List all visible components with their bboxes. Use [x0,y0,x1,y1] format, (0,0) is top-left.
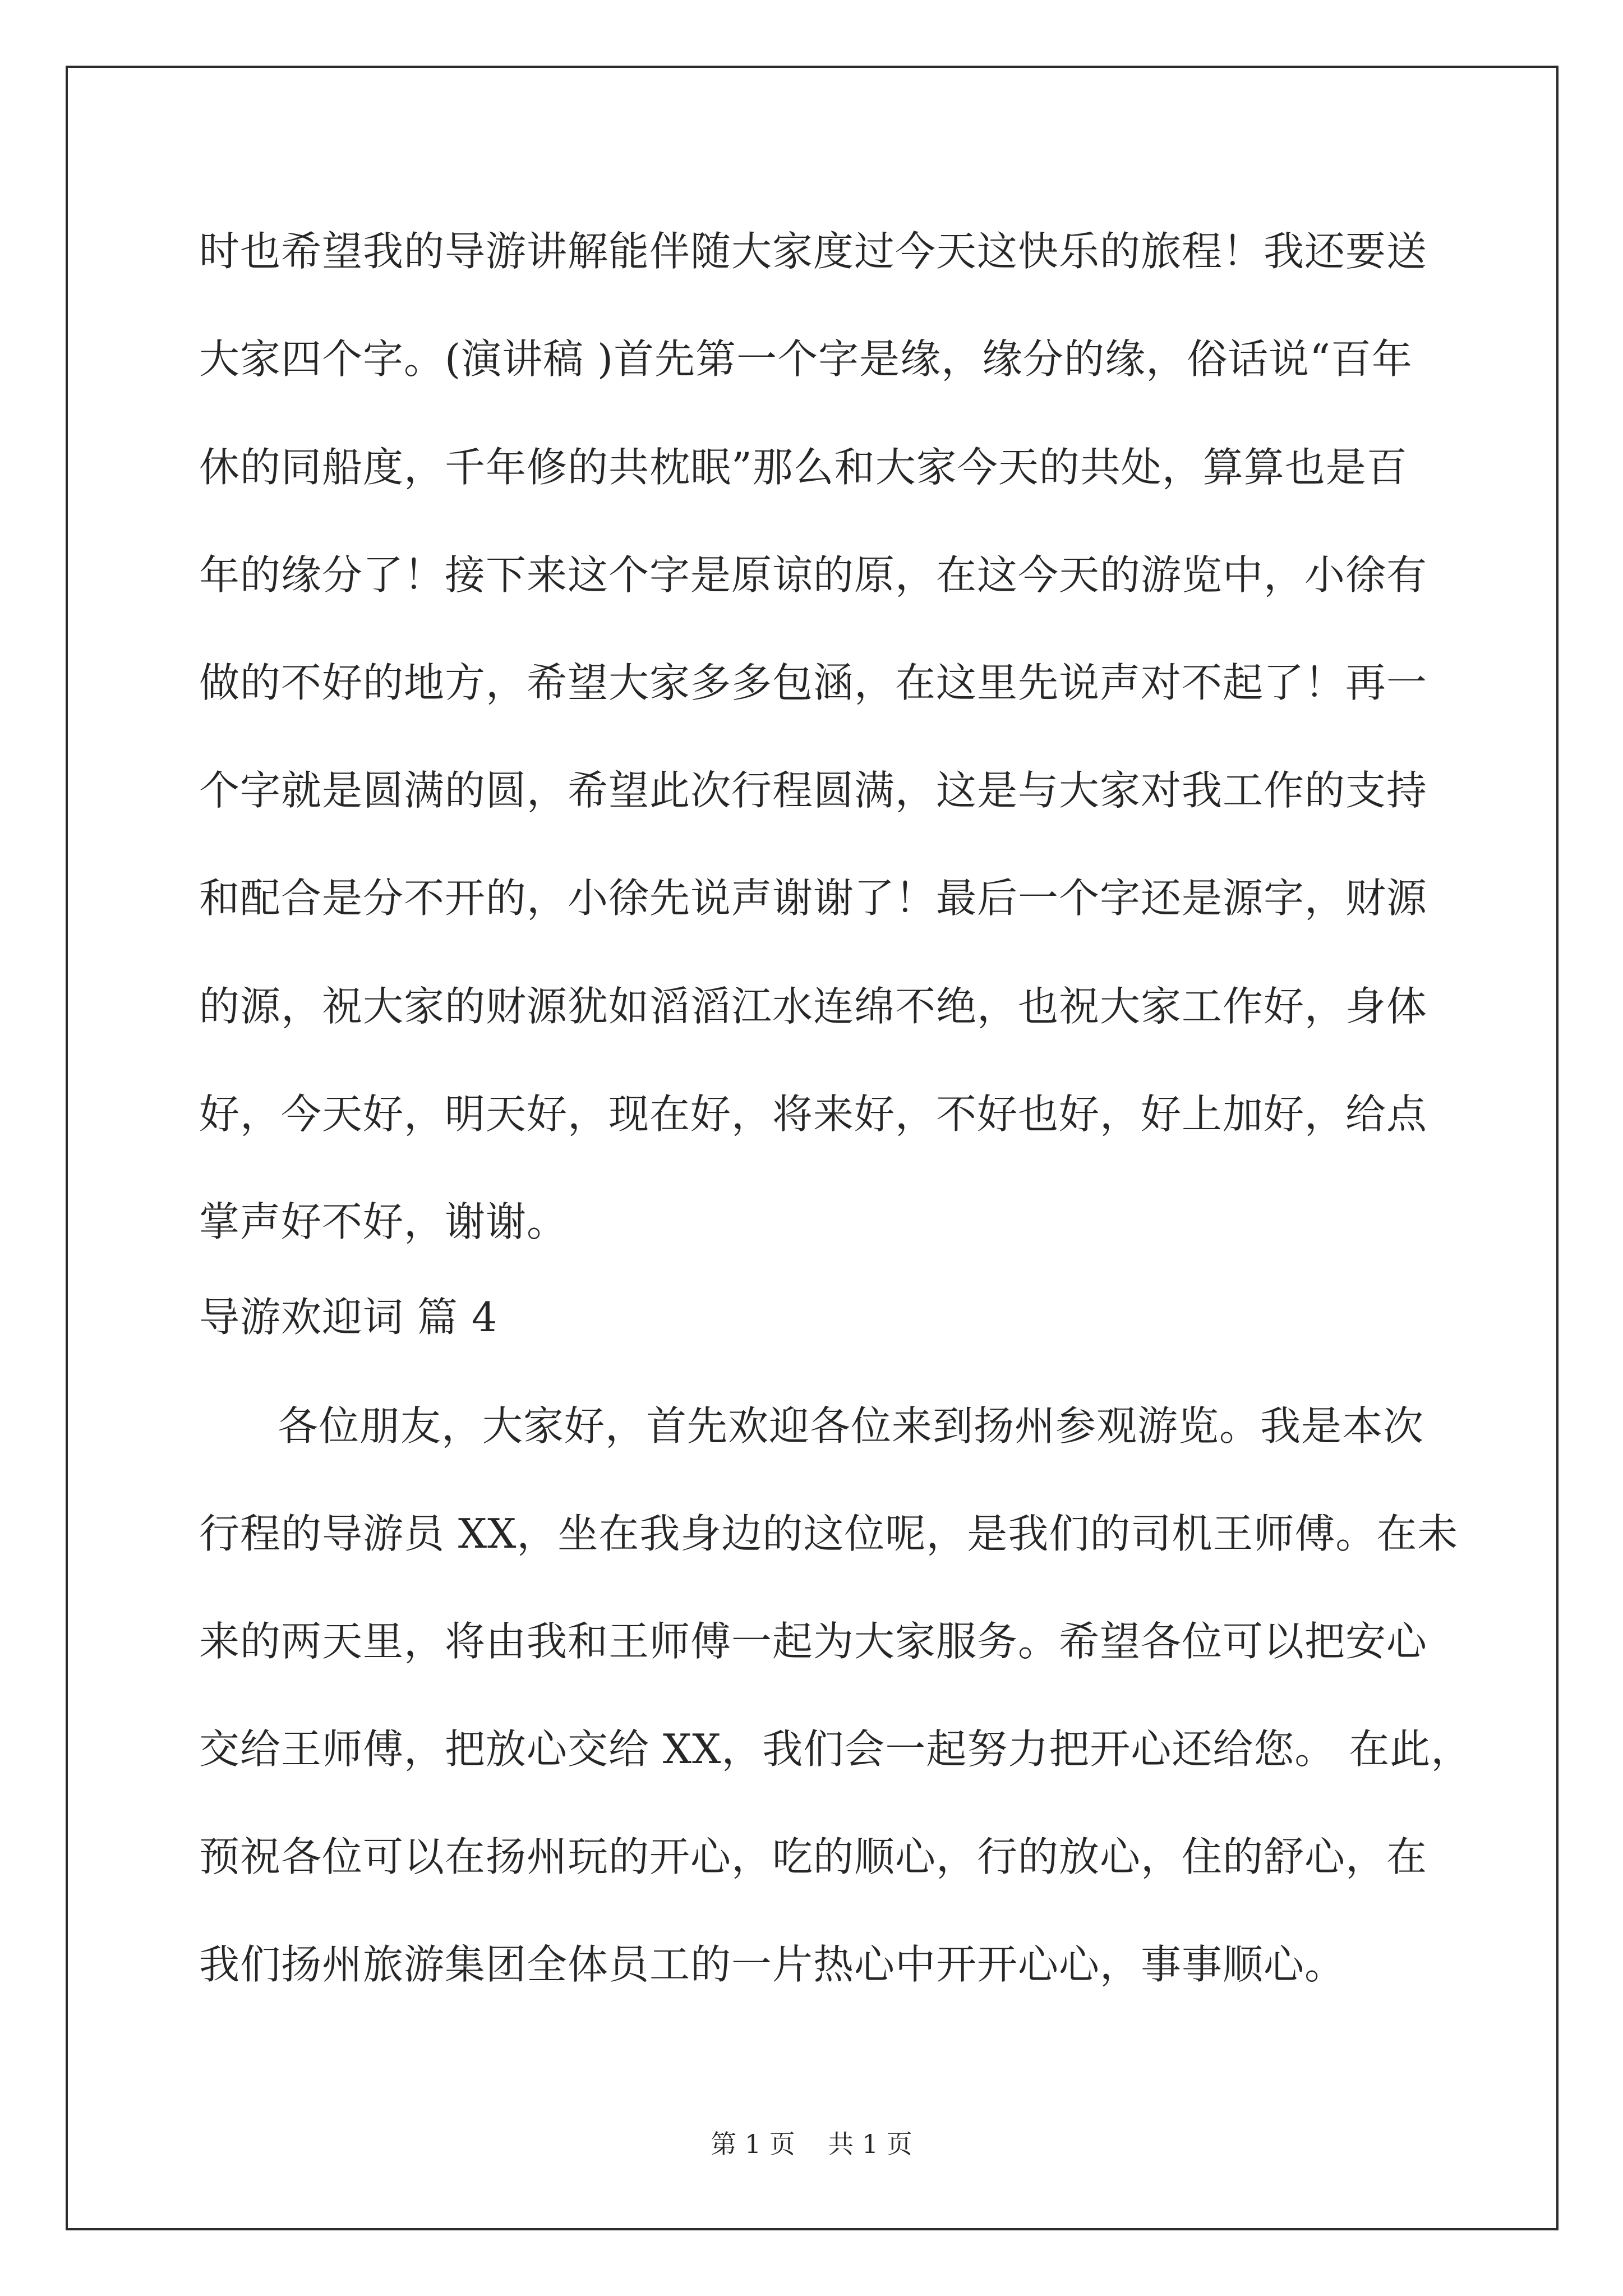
body-text-line: 掌声好不好，谢谢。 [199,1198,568,1245]
body-text-line: 年的缘分了！接下来这个字是原谅的原，在这今天的游览中，小徐有 [199,551,1428,599]
body-text-line: 大家四个字。(演讲稿 )首先第一个字是缘，缘分的缘，俗话说“百年 [199,335,1413,383]
body-text-line: 做的不好的地方，希望大家多多包涵，在这里先说声对不起了！再一 [199,659,1428,706]
body-text-line: 各位朋友，大家好，首先欢迎各位来到扬州参观游览。我是本次 [278,1402,1424,1450]
body-text-line: 休的同船度，千年修的共枕眠”那么和大家今天的共处，算算也是百 [199,444,1408,491]
section-heading: 导游欢迎词 篇 4 [199,1294,498,1341]
body-text-line: 预祝各位可以在扬州玩的开心，吃的顺心，行的放心，住的舒心，在 [199,1833,1428,1880]
body-text-line: 好，今天好，明天好，现在好，将来好，不好也好，好上加好，给点 [199,1091,1428,1138]
body-text-line: 个字就是圆满的圆，希望此次行程圆满，这是与大家对我工作的支持 [199,767,1428,814]
body-text-line: 来的两天里，将由我和王师傅一起为大家服务。希望各位可以把安心 [199,1618,1428,1665]
page-border [66,66,1559,2230]
body-text-line: 时也希望我的导游讲解能伴随大家度过今天这快乐的旅程！我还要送 [199,228,1428,275]
body-text-line: 交给王师傅，把放心交给 XX，我们会一起努力把开心还给您。 在此， [199,1726,1472,1773]
body-text-line: 和配合是分不开的，小徐先说声谢谢了！最后一个字还是源字，财源 [199,875,1428,922]
body-text-line: 行程的导游员 XX，坐在我身边的这位呢，是我们的司机王师傅。在未 [199,1510,1459,1557]
body-text-line: 我们扬州旅游集团全体员工的一片热心中开开心心，事事顺心。 [199,1941,1346,1988]
body-text-line: 的源，祝大家的财源犹如滔滔江水连绵不绝，也祝大家工作好，身体 [199,983,1428,1030]
page-footer: 第 1 页 共 1 页 [711,2129,912,2159]
